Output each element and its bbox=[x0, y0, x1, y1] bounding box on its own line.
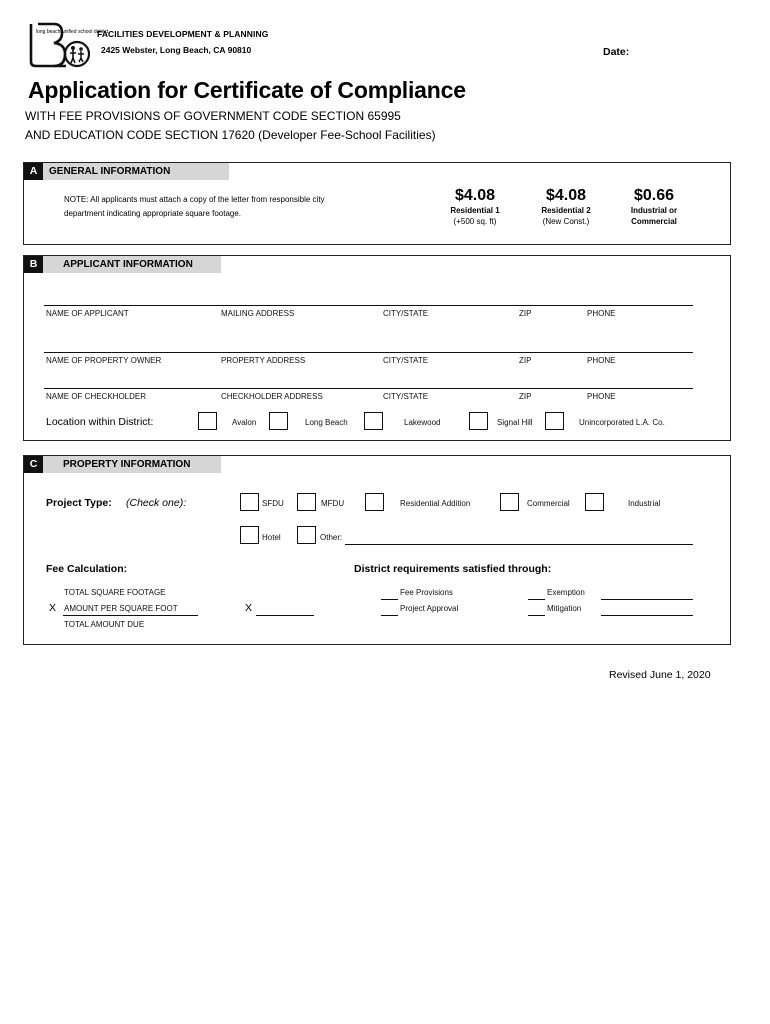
checkbox-lakewood[interactable] bbox=[364, 412, 383, 430]
label-lakewood: Lakewood bbox=[404, 418, 441, 427]
section-general-information bbox=[23, 162, 731, 245]
other-input-line[interactable] bbox=[345, 544, 693, 545]
label-residential-addition: Residential Addition bbox=[400, 499, 471, 508]
applicant-line[interactable] bbox=[44, 305, 693, 306]
subtitle-education-code: AND EDUCATION CODE SECTION 17620 (Developer Fee-School Facilities) bbox=[25, 128, 436, 142]
label-name-of-applicant: NAME OF APPLICANT bbox=[46, 309, 129, 318]
subtitle-government-code: WITH FEE PROVISIONS OF GOVERNMENT CODE SECTION 65995 bbox=[25, 109, 401, 123]
section-a-title: GENERAL INFORMATION bbox=[43, 163, 229, 180]
fee-amount: $0.66 bbox=[633, 187, 675, 204]
fee-residential-2 bbox=[523, 187, 609, 226]
label-phone: PHONE bbox=[587, 309, 616, 318]
note-line-2: department indicating appropriate square footage. bbox=[64, 209, 242, 218]
label-name-of-checkholder: NAME OF CHECKHOLDER bbox=[46, 392, 147, 401]
org-name: FACILITIES DEVELOPMENT & PLANNING bbox=[97, 29, 269, 39]
label-checkholder-address: CHECKHOLDER ADDRESS bbox=[221, 392, 323, 401]
fee-sub: (New Const.) bbox=[542, 217, 590, 226]
label-city-state: CITY/STATE bbox=[383, 356, 429, 365]
fee-label: Industrial or bbox=[630, 206, 678, 215]
label-mfdu: MFDU bbox=[321, 499, 345, 508]
logo-text: long beach unified school district bbox=[36, 29, 109, 35]
label-property-address: PROPERTY ADDRESS bbox=[221, 356, 306, 365]
label-total-amount-due: TOTAL AMOUNT DUE bbox=[64, 620, 145, 629]
label-sfdu: SFDU bbox=[262, 499, 284, 508]
property-owner-line[interactable] bbox=[44, 352, 693, 353]
fee-residential-1 bbox=[432, 187, 518, 226]
checkbox-commercial[interactable] bbox=[500, 493, 519, 511]
section-a-letter: A bbox=[24, 163, 43, 180]
section-c-letter: C bbox=[24, 456, 43, 473]
org-address: 2425 Webster, Long Beach, CA 90810 bbox=[101, 45, 252, 55]
label-fee-provisions: Fee Provisions bbox=[400, 588, 453, 597]
label-phone: PHONE bbox=[587, 392, 616, 401]
fee-industrial-commercial bbox=[611, 187, 697, 226]
fee-provisions-line[interactable] bbox=[381, 599, 398, 600]
label-mitigation: Mitigation bbox=[547, 604, 582, 613]
checkbox-sfdu[interactable] bbox=[240, 493, 259, 511]
checkbox-signal-hill[interactable] bbox=[469, 412, 488, 430]
revised-date: Revised June 1, 2020 bbox=[609, 669, 711, 681]
section-c-title: PROPERTY INFORMATION bbox=[43, 456, 221, 473]
label-exemption: Exemption bbox=[547, 588, 585, 597]
fee-calculation-label: Fee Calculation: bbox=[46, 563, 128, 575]
label-hotel: Hotel bbox=[262, 533, 281, 542]
multiply-sign: X bbox=[49, 602, 57, 614]
label-zip: ZIP bbox=[519, 309, 532, 318]
checkholder-line[interactable] bbox=[44, 388, 693, 389]
exemption-input-line[interactable] bbox=[601, 599, 693, 600]
label-signal-hill: Signal Hill bbox=[497, 418, 533, 427]
checkbox-residential-addition[interactable] bbox=[365, 493, 384, 511]
label-amount-per-square-foot: AMOUNT PER SQUARE FOOT bbox=[64, 604, 178, 613]
district-requirements-label: District requirements satisfied through: bbox=[354, 563, 552, 575]
label-city-state: CITY/STATE bbox=[383, 392, 429, 401]
amount-per-sqft-underline bbox=[63, 615, 198, 616]
label-long-beach: Long Beach bbox=[305, 418, 348, 427]
checkbox-other[interactable] bbox=[297, 526, 316, 544]
fee-sub: Commercial bbox=[631, 217, 677, 226]
checkbox-unincorporated[interactable] bbox=[545, 412, 564, 430]
checkbox-industrial[interactable] bbox=[585, 493, 604, 511]
label-mailing-address: MAILING ADDRESS bbox=[221, 309, 295, 318]
section-applicant-information bbox=[23, 255, 731, 441]
checkbox-hotel[interactable] bbox=[240, 526, 259, 544]
check-one-label: (Check one): bbox=[126, 497, 187, 509]
multiply-sign-2: X bbox=[245, 602, 253, 614]
note-line-1: NOTE: All applicants must attach a copy of the letter from responsible city bbox=[64, 195, 325, 204]
mitigation-check-line[interactable] bbox=[528, 615, 545, 616]
label-zip: ZIP bbox=[519, 356, 532, 365]
label-unincorporated: Unincorporated L.A. Co. bbox=[579, 418, 665, 427]
multiplier-input-line[interactable] bbox=[256, 615, 314, 616]
page-title: Application for Certificate of Compliance bbox=[28, 77, 466, 103]
mitigation-input-line[interactable] bbox=[601, 615, 693, 616]
label-avalon: Avalon bbox=[232, 418, 257, 427]
label-zip: ZIP bbox=[519, 392, 532, 401]
checkbox-long-beach[interactable] bbox=[269, 412, 288, 430]
fee-amount: $4.08 bbox=[545, 187, 587, 204]
exemption-check-line[interactable] bbox=[528, 599, 545, 600]
project-approval-line[interactable] bbox=[381, 615, 398, 616]
checkbox-mfdu[interactable] bbox=[297, 493, 316, 511]
district-logo bbox=[28, 22, 109, 68]
fee-amount: $4.08 bbox=[454, 187, 496, 204]
label-phone: PHONE bbox=[587, 356, 616, 365]
label-industrial: Industrial bbox=[628, 499, 661, 508]
label-city-state: CITY/STATE bbox=[383, 309, 429, 318]
label-other: Other: bbox=[320, 533, 343, 542]
section-b-letter: B bbox=[24, 256, 43, 273]
fee-label: Residential 1 bbox=[450, 206, 500, 215]
checkbox-avalon[interactable] bbox=[198, 412, 217, 430]
label-total-square-footage: TOTAL SQUARE FOOTAGE bbox=[64, 588, 166, 597]
section-property-information bbox=[23, 455, 731, 645]
section-b-title: APPLICANT INFORMATION bbox=[43, 256, 221, 273]
label-commercial: Commercial bbox=[527, 499, 570, 508]
fee-sub: (+500 sq. ft) bbox=[453, 217, 497, 226]
fee-label: Residential 2 bbox=[541, 206, 591, 215]
label-project-approval: Project Approval bbox=[400, 604, 459, 613]
date-label: Date: bbox=[603, 46, 630, 58]
location-label: Location within District: bbox=[46, 416, 154, 428]
project-type-label: Project Type: bbox=[46, 497, 112, 509]
label-name-of-property-owner: NAME OF PROPERTY OWNER bbox=[46, 356, 162, 365]
